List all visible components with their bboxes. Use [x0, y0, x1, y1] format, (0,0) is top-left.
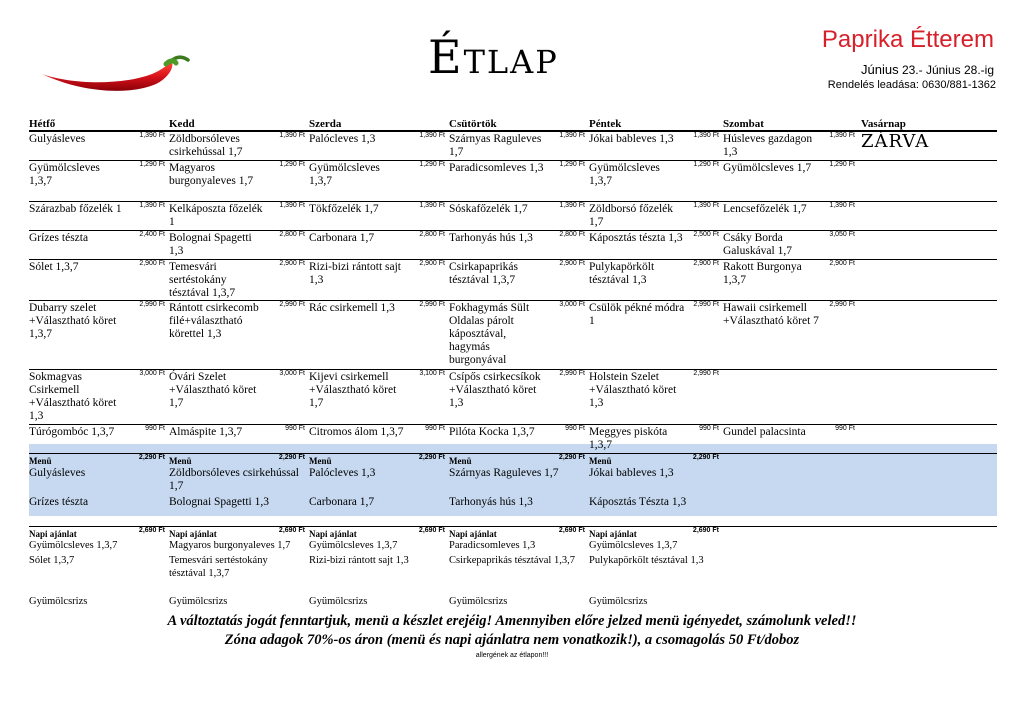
day-header: Péntek [589, 118, 622, 130]
dish-name: Gyümölcsleves 1,3,7 [589, 162, 660, 187]
dish-name: Gyümölcsleves 1,7 [723, 162, 812, 174]
order-phone: Rendelés leadása: 0630/881-1362 [827, 79, 996, 91]
dish-name: Csirkapaprikás tésztával 1,3,7 [449, 261, 518, 286]
napi-price: 2,690 Ft [692, 527, 719, 534]
dish-price: 2,990 Ft [279, 301, 305, 308]
dish-row [29, 131, 997, 160]
dish-name: Kijevi csirkemell +Választható köret 1,7 [309, 371, 397, 409]
page-title: Étlap [428, 30, 559, 84]
menu-label: Menü [589, 456, 612, 466]
dish-price: 1,390 Ft [829, 202, 855, 209]
dish-price: 2,800 Ft [559, 231, 585, 238]
menu-price: 2,290 Ft [138, 454, 165, 461]
dish-price: 3,100 Ft [419, 370, 445, 377]
sunday-closed: ZÁRVA [861, 131, 930, 152]
napi-dessert: Gyümölcsrizs [169, 596, 228, 607]
dish-name: Csülök pékné módra 1 [589, 302, 685, 327]
dish-name: Holstein Szelet +Választható köret 1,3 [589, 371, 677, 409]
dish-price: 2,900 Ft [139, 260, 165, 267]
dish-price: 3,000 Ft [279, 370, 305, 377]
menu-price: 2,290 Ft [558, 454, 585, 461]
napi-label: Napi ajánlat [449, 529, 497, 539]
dish-name: Jókai bableves 1,3 [589, 133, 674, 145]
dish-price: 2,990 Ft [693, 301, 719, 308]
dish-name: Gyümölcsleves 1,3,7 [29, 162, 100, 187]
dish-name: Túrógombóc 1,3,7 [29, 426, 115, 438]
dish-price: 1,390 Ft [139, 202, 165, 209]
dish-name: Lencsefőzelék 1,7 [723, 203, 807, 215]
menu-main: Bolognai Spagetti 1,3 [169, 496, 269, 508]
menu-main: Tarhonyás hús 1,3 [449, 496, 533, 508]
dish-price: 3,000 Ft [139, 370, 165, 377]
dish-name: Gundel palacsinta [723, 426, 806, 438]
dish-name: Rakott Burgonya 1,3,7 [723, 261, 802, 286]
dish-price: 1,390 Ft [419, 202, 445, 209]
dish-name: Fokhagymás Sült Oldalas párolt káposztával, hagymás burgonyával [449, 302, 530, 366]
dish-price: 990 Ft [425, 425, 445, 432]
dish-price: 990 Ft [699, 425, 719, 432]
menu-label: Menü [449, 456, 472, 466]
dish-price: 2,900 Ft [559, 260, 585, 267]
dish-name: Zöldborsóleves csirkehússal 1,7 [169, 133, 243, 158]
menu-label: Menü [169, 456, 192, 466]
dish-price: 1,290 Ft [419, 161, 445, 168]
footer-allergen-note: allergének az étlapon!!! [475, 652, 549, 659]
dish-name: Rizi-bizi rántott sajt 1,3 [309, 261, 401, 286]
day-header: Szerda [309, 118, 342, 130]
dish-name: Húsleves gazdagon 1,3 [723, 133, 813, 158]
dish-name: Carbonara 1,7 [309, 232, 375, 244]
dish-price: 1,390 Ft [279, 132, 305, 139]
dish-name: Temesvári sertéstokány tésztával 1,3,7 [169, 261, 236, 299]
date-month: Június [861, 62, 899, 77]
dish-row [29, 300, 997, 369]
dish-price: 1,390 Ft [693, 132, 719, 139]
dish-row [29, 369, 997, 424]
menu-label: Menü [29, 456, 52, 466]
dish-price: 2,990 Ft [559, 370, 585, 377]
napi-dessert: Gyümölcsrizs [589, 596, 648, 607]
day-header: Szombat [723, 118, 764, 130]
menu-main: Grízes tészta [29, 496, 89, 508]
napi-label: Napi ajánlat [29, 529, 77, 539]
dish-price: 2,800 Ft [279, 231, 305, 238]
napi-main: Csirkepaprikás tésztával 1,3,7 [449, 555, 575, 566]
dish-price: 1,390 Ft [559, 132, 585, 139]
dish-row [29, 201, 997, 230]
day-header: Csütörtök [449, 118, 497, 130]
dish-name: Rántott csirkecomb filé+választható körettel 1,3 [169, 302, 259, 340]
menu-grid [29, 119, 997, 617]
date-range [861, 62, 994, 77]
menu-soup: Palócleves 1,3 [309, 467, 376, 479]
dish-price: 2,900 Ft [279, 260, 305, 267]
dish-name: Csípős csirkecsíkok +Választható köret 1,3 [449, 371, 541, 409]
dish-price: 1,290 Ft [559, 161, 585, 168]
dish-name: Rác csirkemell 1,3 [309, 302, 395, 314]
dish-name: Pulykapörkölt tésztával 1,3 [589, 261, 655, 286]
napi-price: 2,690 Ft [138, 527, 165, 534]
dish-price: 1,390 Ft [559, 202, 585, 209]
dish-price: 2,990 Ft [829, 301, 855, 308]
dish-name: Óvári Szelet +Választható köret 1,7 [169, 371, 257, 409]
dish-name: Kelkáposzta főzelék 1 [169, 203, 263, 228]
dish-name: Meggyes piskóta 1,3,7 [589, 426, 668, 451]
dish-price: 2,990 Ft [693, 370, 719, 377]
napi-row [29, 526, 997, 617]
dish-name: Tökfőzelék 1,7 [309, 203, 379, 215]
dish-name: Hawaii csirkemell +Választható köret 7 [723, 302, 819, 327]
dish-price: 990 Ft [145, 425, 165, 432]
dish-price: 2,990 Ft [139, 301, 165, 308]
dish-row [29, 424, 997, 453]
date-span: 23.- Június 28.-ig [901, 63, 994, 77]
dish-name: Paradicsomleves 1,3 [449, 162, 544, 174]
napi-main: Rizi-bizi rántott sajt 1,3 [309, 555, 409, 566]
dish-price: 1,390 Ft [419, 132, 445, 139]
dish-price: 2,900 Ft [829, 260, 855, 267]
restaurant-name: Paprika Étterem [821, 26, 994, 53]
dish-price: 2,800 Ft [419, 231, 445, 238]
menu-soup: Zöldborsóleves csirkehússal 1,7 [169, 467, 299, 492]
footer-notice-1: A változtatás jogát fenntartjuk, menü a készlet erejéig! Amennyiben előre jelzed menü igényedet, számolunk veled!! [167, 613, 857, 629]
dish-name: Grízes tészta [29, 232, 89, 244]
napi-price: 2,690 Ft [418, 527, 445, 534]
menu-main: Káposztás Tészta 1,3 [589, 496, 687, 508]
dish-name: Káposztás tészta 1,3 [589, 232, 683, 244]
dish-price: 2,900 Ft [419, 260, 445, 267]
dish-price: 990 Ft [835, 425, 855, 432]
menu-soup: Szárnyas Raguleves 1,7 [449, 467, 559, 479]
menu-price: 2,290 Ft [278, 454, 305, 461]
dish-price: 3,000 Ft [559, 301, 585, 308]
dish-name: Almáspite 1,3,7 [169, 426, 243, 438]
menu-price: 2,290 Ft [418, 454, 445, 461]
napi-soup: Paradicsomleves 1,3 [449, 540, 536, 551]
dish-price: 2,900 Ft [693, 260, 719, 267]
napi-main: Pulykapörkölt tésztával 1,3 [589, 555, 704, 566]
napi-main: Temesvári sertéstokány tésztával 1,3,7 [169, 555, 268, 579]
dish-name: Zöldborsó főzelék 1,7 [589, 203, 673, 228]
napi-soup: Gyümölcsleves 1,3,7 [309, 540, 398, 551]
dish-name: Szárnyas Raguleves 1,7 [449, 133, 542, 158]
dish-price: 1,390 Ft [829, 132, 855, 139]
napi-dessert: Gyümölcsrizs [309, 596, 368, 607]
dish-price: 990 Ft [565, 425, 585, 432]
day-header-row [29, 119, 997, 131]
dish-name: Dubarry szelet +Választható köret 1,3,7 [29, 302, 117, 340]
dish-price: 1,390 Ft [139, 132, 165, 139]
napi-soup: Magyaros burgonyaleves 1,7 [169, 540, 291, 551]
dish-price: 2,400 Ft [139, 231, 165, 238]
menu-row [29, 453, 997, 526]
napi-price: 2,690 Ft [558, 527, 585, 534]
dish-price: 2,990 Ft [419, 301, 445, 308]
napi-price: 2,690 Ft [278, 527, 305, 534]
napi-label: Napi ajánlat [169, 529, 217, 539]
dish-name: Sokmagvas Csirkemell +Választható köret 1,3 [29, 371, 117, 422]
dish-name: Gulyásleves [29, 133, 86, 145]
napi-dessert: Gyümölcsrizs [449, 596, 508, 607]
dish-name: Gyümölcsleves 1,3,7 [309, 162, 380, 187]
dish-price: 3,050 Ft [829, 231, 855, 238]
day-header: Kedd [169, 118, 195, 130]
menu-soup: Jókai bableves 1,3 [589, 467, 674, 479]
day-header: Vasárnap [861, 118, 906, 130]
dish-name: Csáky Borda Galuskával 1,7 [723, 232, 792, 257]
dish-row [29, 259, 997, 300]
napi-soup: Gyümölcsleves 1,3,7 [589, 540, 678, 551]
dish-name: Sóskafőzelék 1,7 [449, 203, 528, 215]
menu-price: 2,290 Ft [692, 454, 719, 461]
dish-name: Pilóta Kocka 1,3,7 [449, 426, 535, 438]
dish-price: 1,290 Ft [693, 161, 719, 168]
napi-dessert: Gyümölcsrizs [29, 596, 88, 607]
dish-price: 1,290 Ft [139, 161, 165, 168]
dish-price: 1,390 Ft [693, 202, 719, 209]
footer-notice-2: Zóna adagok 70%-os áron (menü és napi ajánlatra nem vonatkozik!), a csomagolás 50 Ft/doboz [224, 632, 800, 648]
dish-name: Magyaros burgonyaleves 1,7 [169, 162, 254, 187]
dish-price: 2,500 Ft [693, 231, 719, 238]
dish-row [29, 230, 997, 259]
napi-main: Sólet 1,3,7 [29, 555, 75, 566]
dish-price: 1,290 Ft [829, 161, 855, 168]
dish-name: Bolognai Spagetti 1,3 [169, 232, 252, 257]
dish-row [29, 160, 997, 201]
napi-label: Napi ajánlat [309, 529, 357, 539]
menu-label: Menü [309, 456, 332, 466]
menu-main: Carbonara 1,7 [309, 496, 375, 508]
dish-name: Citromos álom 1,3,7 [309, 426, 404, 438]
dish-price: 990 Ft [285, 425, 305, 432]
dish-name: Tarhonyás hús 1,3 [449, 232, 533, 244]
menu-soup: Gulyásleves [29, 467, 86, 479]
napi-label: Napi ajánlat [589, 529, 637, 539]
dish-price: 1,290 Ft [279, 161, 305, 168]
dish-name: Szárazbab főzelék 1 [29, 203, 122, 215]
dish-name: Palócleves 1,3 [309, 133, 376, 145]
day-header: Hétfő [29, 118, 56, 130]
dish-name: Sólet 1,3,7 [29, 261, 79, 273]
chili-pepper-icon [40, 54, 190, 98]
dish-price: 1,390 Ft [279, 202, 305, 209]
napi-soup: Gyümölcsleves 1,3,7 [29, 540, 118, 551]
